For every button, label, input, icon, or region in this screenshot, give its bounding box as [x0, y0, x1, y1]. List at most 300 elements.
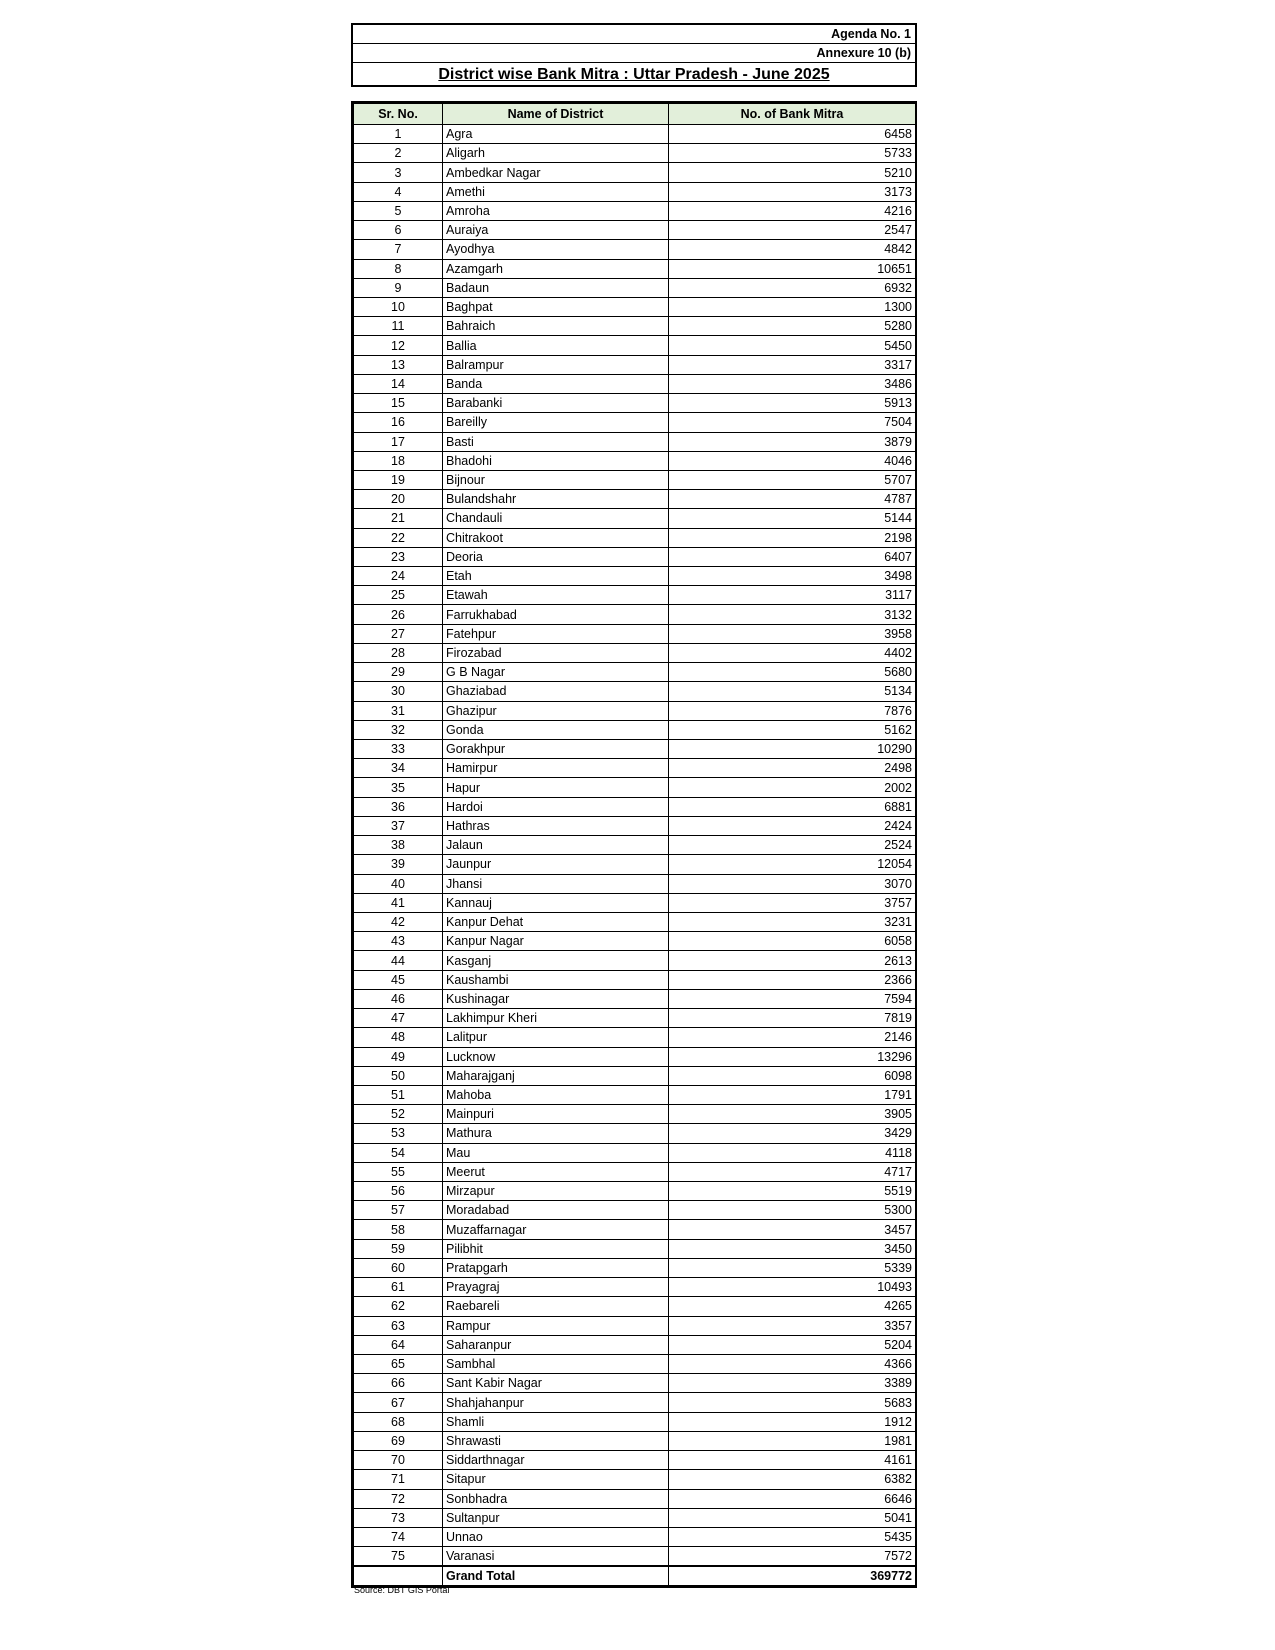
cell-sr-no: 39 — [354, 855, 443, 874]
table-row — [354, 740, 916, 759]
cell-bank-mitra-count: 5913 — [669, 394, 916, 413]
cell-bank-mitra-count: 6407 — [669, 547, 916, 566]
cell-bank-mitra-count: 5144 — [669, 509, 916, 528]
cell-district-name: Jalaun — [443, 836, 669, 855]
table-header-row — [354, 104, 916, 125]
cell-sr-no: 28 — [354, 643, 443, 662]
table-row — [354, 1547, 916, 1567]
table-row — [354, 778, 916, 797]
table-row — [354, 182, 916, 201]
cell-district-name: Muzaffarnagar — [443, 1220, 669, 1239]
cell-district-name: Kannauj — [443, 893, 669, 912]
cell-sr-no: 23 — [354, 547, 443, 566]
cell-sr-no: 2 — [354, 144, 443, 163]
cell-bank-mitra-count: 2002 — [669, 778, 916, 797]
cell-bank-mitra-count: 3905 — [669, 1105, 916, 1124]
table-row — [354, 355, 916, 374]
cell-sr-no: 56 — [354, 1182, 443, 1201]
cell-district-name: Bhadohi — [443, 451, 669, 470]
report-header — [351, 23, 917, 87]
cell-sr-no: 40 — [354, 874, 443, 893]
cell-bank-mitra-count: 5707 — [669, 470, 916, 489]
cell-sr-no: 58 — [354, 1220, 443, 1239]
cell-district-name: Agra — [443, 125, 669, 144]
cell-bank-mitra-count: 2498 — [669, 759, 916, 778]
cell-bank-mitra-count: 6382 — [669, 1470, 916, 1489]
table-row — [354, 567, 916, 586]
cell-district-name: Bulandshahr — [443, 490, 669, 509]
cell-sr-no: 10 — [354, 297, 443, 316]
table-row — [354, 528, 916, 547]
cell-bank-mitra-count: 2198 — [669, 528, 916, 547]
cell-district-name: Jhansi — [443, 874, 669, 893]
table-row — [354, 893, 916, 912]
cell-bank-mitra-count: 4216 — [669, 201, 916, 220]
cell-sr-no: 46 — [354, 989, 443, 1008]
agenda-label: Agenda No. 1 — [353, 25, 915, 44]
table-row — [354, 586, 916, 605]
cell-sr-no: 66 — [354, 1374, 443, 1393]
cell-sr-no: 42 — [354, 912, 443, 931]
cell-district-name: Farrukhabad — [443, 605, 669, 624]
cell-bank-mitra-count: 4366 — [669, 1355, 916, 1374]
table-row — [354, 1297, 916, 1316]
cell-bank-mitra-count: 3498 — [669, 567, 916, 586]
cell-sr-no: 64 — [354, 1335, 443, 1354]
cell-bank-mitra-count: 3231 — [669, 912, 916, 931]
table-row — [354, 547, 916, 566]
cell-sr-no: 74 — [354, 1527, 443, 1546]
table-row — [354, 490, 916, 509]
cell-district-name: Ambedkar Nagar — [443, 163, 669, 182]
cell-district-name: Sant Kabir Nagar — [443, 1374, 669, 1393]
cell-district-name: Amroha — [443, 201, 669, 220]
cell-district-name: Bijnour — [443, 470, 669, 489]
table-row — [354, 451, 916, 470]
table-row — [354, 394, 916, 413]
table-row — [354, 470, 916, 489]
cell-bank-mitra-count: 7504 — [669, 413, 916, 432]
cell-district-name: Gorakhpur — [443, 740, 669, 759]
cell-bank-mitra-count: 3450 — [669, 1239, 916, 1258]
cell-sr-no: 15 — [354, 394, 443, 413]
cell-sr-no: 69 — [354, 1431, 443, 1450]
cell-district-name: Hapur — [443, 778, 669, 797]
cell-bank-mitra-count: 2146 — [669, 1028, 916, 1047]
cell-sr-no: 70 — [354, 1451, 443, 1470]
cell-district-name: Varanasi — [443, 1547, 669, 1567]
cell-district-name: Chandauli — [443, 509, 669, 528]
cell-sr-no: 3 — [354, 163, 443, 182]
cell-bank-mitra-count: 6058 — [669, 932, 916, 951]
table-row — [354, 1412, 916, 1431]
table-row — [354, 1009, 916, 1028]
cell-sr-no: 50 — [354, 1066, 443, 1085]
cell-bank-mitra-count: 5041 — [669, 1508, 916, 1527]
table-row — [354, 1431, 916, 1450]
table-row — [354, 1258, 916, 1277]
cell-district-name: Ballia — [443, 336, 669, 355]
table-row — [354, 336, 916, 355]
cell-bank-mitra-count: 5450 — [669, 336, 916, 355]
cell-sr-no: 16 — [354, 413, 443, 432]
cell-bank-mitra-count: 4402 — [669, 643, 916, 662]
cell-sr-no: 54 — [354, 1143, 443, 1162]
cell-sr-no: 31 — [354, 701, 443, 720]
cell-bank-mitra-count: 6881 — [669, 797, 916, 816]
cell-district-name: Amethi — [443, 182, 669, 201]
cell-district-name: Raebareli — [443, 1297, 669, 1316]
cell-bank-mitra-count: 10493 — [669, 1278, 916, 1297]
cell-sr-no: 6 — [354, 221, 443, 240]
cell-bank-mitra-count: 3879 — [669, 432, 916, 451]
cell-district-name: Badaun — [443, 278, 669, 297]
cell-sr-no: 4 — [354, 182, 443, 201]
cell-bank-mitra-count: 3117 — [669, 586, 916, 605]
table-row — [354, 1316, 916, 1335]
table-row — [354, 297, 916, 316]
table-row — [354, 1470, 916, 1489]
table-row — [354, 1374, 916, 1393]
cell-sr-no: 38 — [354, 836, 443, 855]
table-row — [354, 259, 916, 278]
cell-district-name: Etawah — [443, 586, 669, 605]
table-row — [354, 816, 916, 835]
table-row — [354, 663, 916, 682]
cell-district-name: Maharajganj — [443, 1066, 669, 1085]
cell-sr-no: 62 — [354, 1297, 443, 1316]
cell-district-name: Mirzapur — [443, 1182, 669, 1201]
table-row — [354, 643, 916, 662]
table-row — [354, 1201, 916, 1220]
cell-sr-no: 61 — [354, 1278, 443, 1297]
table-row — [354, 1451, 916, 1470]
table-body — [354, 125, 916, 1567]
cell-sr-no: 75 — [354, 1547, 443, 1567]
cell-bank-mitra-count: 5339 — [669, 1258, 916, 1277]
cell-bank-mitra-count: 6646 — [669, 1489, 916, 1508]
cell-district-name: Ayodhya — [443, 240, 669, 259]
cell-district-name: Chitrakoot — [443, 528, 669, 547]
cell-bank-mitra-count: 10290 — [669, 740, 916, 759]
cell-bank-mitra-count: 2613 — [669, 951, 916, 970]
cell-bank-mitra-count: 3486 — [669, 374, 916, 393]
cell-district-name: Aligarh — [443, 144, 669, 163]
table-row — [354, 1489, 916, 1508]
table-row — [354, 1239, 916, 1258]
annexure-label: Annexure 10 (b) — [353, 44, 915, 63]
table-row — [354, 701, 916, 720]
table-row — [354, 1066, 916, 1085]
table-row — [354, 759, 916, 778]
cell-sr-no: 35 — [354, 778, 443, 797]
cell-sr-no: 71 — [354, 1470, 443, 1489]
table-row — [354, 836, 916, 855]
table-row — [354, 221, 916, 240]
cell-district-name: Kanpur Nagar — [443, 932, 669, 951]
cell-district-name: Mainpuri — [443, 1105, 669, 1124]
table-row — [354, 951, 916, 970]
cell-district-name: Hardoi — [443, 797, 669, 816]
cell-sr-no: 14 — [354, 374, 443, 393]
cell-district-name: Barabanki — [443, 394, 669, 413]
grand-total-row — [354, 1566, 916, 1586]
cell-bank-mitra-count: 5680 — [669, 663, 916, 682]
cell-sr-no: 63 — [354, 1316, 443, 1335]
cell-district-name: Deoria — [443, 547, 669, 566]
cell-district-name: Firozabad — [443, 643, 669, 662]
cell-sr-no: 34 — [354, 759, 443, 778]
cell-district-name: Lucknow — [443, 1047, 669, 1066]
cell-district-name: Ghaziabad — [443, 682, 669, 701]
cell-district-name: Lalitpur — [443, 1028, 669, 1047]
cell-district-name: Gonda — [443, 720, 669, 739]
cell-district-name: Sonbhadra — [443, 1489, 669, 1508]
cell-bank-mitra-count: 3389 — [669, 1374, 916, 1393]
cell-district-name: Shrawasti — [443, 1431, 669, 1450]
table-row — [354, 797, 916, 816]
table-row — [354, 1335, 916, 1354]
table-row — [354, 1124, 916, 1143]
table-row — [354, 278, 916, 297]
cell-district-name: Ghazipur — [443, 701, 669, 720]
cell-district-name: Basti — [443, 432, 669, 451]
cell-district-name: G B Nagar — [443, 663, 669, 682]
table-row — [354, 317, 916, 336]
table-row — [354, 1355, 916, 1374]
cell-district-name: Lakhimpur Kheri — [443, 1009, 669, 1028]
cell-bank-mitra-count: 3070 — [669, 874, 916, 893]
cell-district-name: Prayagraj — [443, 1278, 669, 1297]
table-row — [354, 413, 916, 432]
cell-sr-no: 18 — [354, 451, 443, 470]
cell-sr-no: 12 — [354, 336, 443, 355]
cell-sr-no: 47 — [354, 1009, 443, 1028]
cell-bank-mitra-count: 7594 — [669, 989, 916, 1008]
cell-bank-mitra-count: 2424 — [669, 816, 916, 835]
cell-sr-no: 52 — [354, 1105, 443, 1124]
cell-district-name: Moradabad — [443, 1201, 669, 1220]
cell-sr-no: 72 — [354, 1489, 443, 1508]
cell-bank-mitra-count: 5162 — [669, 720, 916, 739]
column-header-bank-mitra: No. of Bank Mitra — [669, 104, 916, 125]
cell-bank-mitra-count: 5210 — [669, 163, 916, 182]
cell-sr-no: 11 — [354, 317, 443, 336]
cell-sr-no: 30 — [354, 682, 443, 701]
cell-bank-mitra-count: 6098 — [669, 1066, 916, 1085]
cell-district-name: Sambhal — [443, 1355, 669, 1374]
cell-sr-no: 13 — [354, 355, 443, 374]
page-title: District wise Bank Mitra : Uttar Pradesh - June 2025 — [438, 66, 830, 83]
cell-bank-mitra-count: 1912 — [669, 1412, 916, 1431]
cell-district-name: Unnao — [443, 1527, 669, 1546]
cell-bank-mitra-count: 3757 — [669, 893, 916, 912]
table-row — [354, 1393, 916, 1412]
cell-district-name: Rampur — [443, 1316, 669, 1335]
cell-bank-mitra-count: 2547 — [669, 221, 916, 240]
cell-bank-mitra-count: 4787 — [669, 490, 916, 509]
table-row — [354, 970, 916, 989]
cell-sr-no: 17 — [354, 432, 443, 451]
cell-sr-no: 5 — [354, 201, 443, 220]
cell-bank-mitra-count: 4842 — [669, 240, 916, 259]
grand-total-label: Grand Total — [443, 1566, 669, 1586]
cell-district-name: Kushinagar — [443, 989, 669, 1008]
cell-bank-mitra-count: 6458 — [669, 125, 916, 144]
cell-sr-no: 49 — [354, 1047, 443, 1066]
table-row — [354, 163, 916, 182]
cell-sr-no: 20 — [354, 490, 443, 509]
table-row — [354, 874, 916, 893]
cell-district-name: Siddarthnagar — [443, 1451, 669, 1470]
table-row — [354, 509, 916, 528]
table-row — [354, 912, 916, 931]
table-row — [354, 1162, 916, 1181]
cell-bank-mitra-count: 7819 — [669, 1009, 916, 1028]
cell-district-name: Azamgarh — [443, 259, 669, 278]
table-row — [354, 240, 916, 259]
cell-sr-no: 45 — [354, 970, 443, 989]
bank-mitra-table — [351, 101, 917, 1588]
table-row — [354, 1143, 916, 1162]
cell-sr-no: 60 — [354, 1258, 443, 1277]
cell-district-name: Sitapur — [443, 1470, 669, 1489]
cell-bank-mitra-count: 5683 — [669, 1393, 916, 1412]
cell-sr-no: 53 — [354, 1124, 443, 1143]
cell-sr-no: 55 — [354, 1162, 443, 1181]
table-row — [354, 1527, 916, 1546]
cell-bank-mitra-count: 5733 — [669, 144, 916, 163]
table-row — [354, 855, 916, 874]
cell-district-name: Sultanpur — [443, 1508, 669, 1527]
cell-sr-no: 22 — [354, 528, 443, 547]
cell-sr-no: 41 — [354, 893, 443, 912]
cell-sr-no: 21 — [354, 509, 443, 528]
table-row — [354, 1085, 916, 1104]
cell-sr-no: 36 — [354, 797, 443, 816]
cell-sr-no: 67 — [354, 1393, 443, 1412]
cell-bank-mitra-count: 5280 — [669, 317, 916, 336]
cell-district-name: Bahraich — [443, 317, 669, 336]
cell-bank-mitra-count: 4161 — [669, 1451, 916, 1470]
cell-district-name: Fatehpur — [443, 624, 669, 643]
cell-bank-mitra-count: 3429 — [669, 1124, 916, 1143]
cell-bank-mitra-count: 1791 — [669, 1085, 916, 1104]
cell-bank-mitra-count: 4265 — [669, 1297, 916, 1316]
cell-bank-mitra-count: 3132 — [669, 605, 916, 624]
cell-sr-no: 57 — [354, 1201, 443, 1220]
cell-sr-no: 24 — [354, 567, 443, 586]
table-row — [354, 682, 916, 701]
grand-total-blank — [354, 1566, 443, 1586]
cell-sr-no: 29 — [354, 663, 443, 682]
cell-district-name: Jaunpur — [443, 855, 669, 874]
cell-bank-mitra-count: 4118 — [669, 1143, 916, 1162]
cell-district-name: Auraiya — [443, 221, 669, 240]
cell-district-name: Hamirpur — [443, 759, 669, 778]
cell-sr-no: 8 — [354, 259, 443, 278]
cell-sr-no: 19 — [354, 470, 443, 489]
cell-bank-mitra-count: 5519 — [669, 1182, 916, 1201]
cell-district-name: Mau — [443, 1143, 669, 1162]
table-row — [354, 1508, 916, 1527]
cell-district-name: Saharanpur — [443, 1335, 669, 1354]
cell-district-name: Mathura — [443, 1124, 669, 1143]
cell-district-name: Shahjahanpur — [443, 1393, 669, 1412]
cell-district-name: Kanpur Dehat — [443, 912, 669, 931]
cell-bank-mitra-count: 5204 — [669, 1335, 916, 1354]
table-row — [354, 1105, 916, 1124]
table-row — [354, 1182, 916, 1201]
table-row — [354, 144, 916, 163]
cell-bank-mitra-count: 12054 — [669, 855, 916, 874]
cell-bank-mitra-count: 3357 — [669, 1316, 916, 1335]
cell-district-name: Bareilly — [443, 413, 669, 432]
table-row — [354, 624, 916, 643]
column-header-sr-no: Sr. No. — [354, 104, 443, 125]
cell-bank-mitra-count: 13296 — [669, 1047, 916, 1066]
table-row — [354, 1028, 916, 1047]
cell-sr-no: 1 — [354, 125, 443, 144]
cell-sr-no: 48 — [354, 1028, 443, 1047]
cell-bank-mitra-count: 5134 — [669, 682, 916, 701]
table-row — [354, 1220, 916, 1239]
cell-bank-mitra-count: 2366 — [669, 970, 916, 989]
cell-bank-mitra-count: 5435 — [669, 1527, 916, 1546]
cell-district-name: Pratapgarh — [443, 1258, 669, 1277]
cell-bank-mitra-count: 3173 — [669, 182, 916, 201]
table-row — [354, 125, 916, 144]
source-note: Source: DBT GIS Portal — [354, 1585, 450, 1595]
table-row — [354, 1047, 916, 1066]
cell-bank-mitra-count: 10651 — [669, 259, 916, 278]
cell-district-name: Shamli — [443, 1412, 669, 1431]
cell-sr-no: 51 — [354, 1085, 443, 1104]
cell-district-name: Kaushambi — [443, 970, 669, 989]
cell-district-name: Balrampur — [443, 355, 669, 374]
cell-sr-no: 65 — [354, 1355, 443, 1374]
cell-sr-no: 7 — [354, 240, 443, 259]
cell-bank-mitra-count: 1981 — [669, 1431, 916, 1450]
table-row — [354, 932, 916, 951]
table-row — [354, 1278, 916, 1297]
cell-district-name: Baghpat — [443, 297, 669, 316]
table-row — [354, 374, 916, 393]
cell-sr-no: 32 — [354, 720, 443, 739]
cell-sr-no: 25 — [354, 586, 443, 605]
cell-sr-no: 59 — [354, 1239, 443, 1258]
cell-bank-mitra-count: 3457 — [669, 1220, 916, 1239]
cell-district-name: Meerut — [443, 1162, 669, 1181]
cell-sr-no: 33 — [354, 740, 443, 759]
cell-sr-no: 27 — [354, 624, 443, 643]
cell-sr-no: 68 — [354, 1412, 443, 1431]
table-row — [354, 720, 916, 739]
column-header-district: Name of District — [443, 104, 669, 125]
cell-district-name: Etah — [443, 567, 669, 586]
cell-bank-mitra-count: 3958 — [669, 624, 916, 643]
cell-district-name: Kasganj — [443, 951, 669, 970]
cell-bank-mitra-count: 5300 — [669, 1201, 916, 1220]
cell-bank-mitra-count: 3317 — [669, 355, 916, 374]
table-row — [354, 605, 916, 624]
cell-bank-mitra-count: 6932 — [669, 278, 916, 297]
cell-district-name: Banda — [443, 374, 669, 393]
cell-district-name: Pilibhit — [443, 1239, 669, 1258]
cell-district-name: Mahoba — [443, 1085, 669, 1104]
cell-sr-no: 73 — [354, 1508, 443, 1527]
cell-sr-no: 37 — [354, 816, 443, 835]
